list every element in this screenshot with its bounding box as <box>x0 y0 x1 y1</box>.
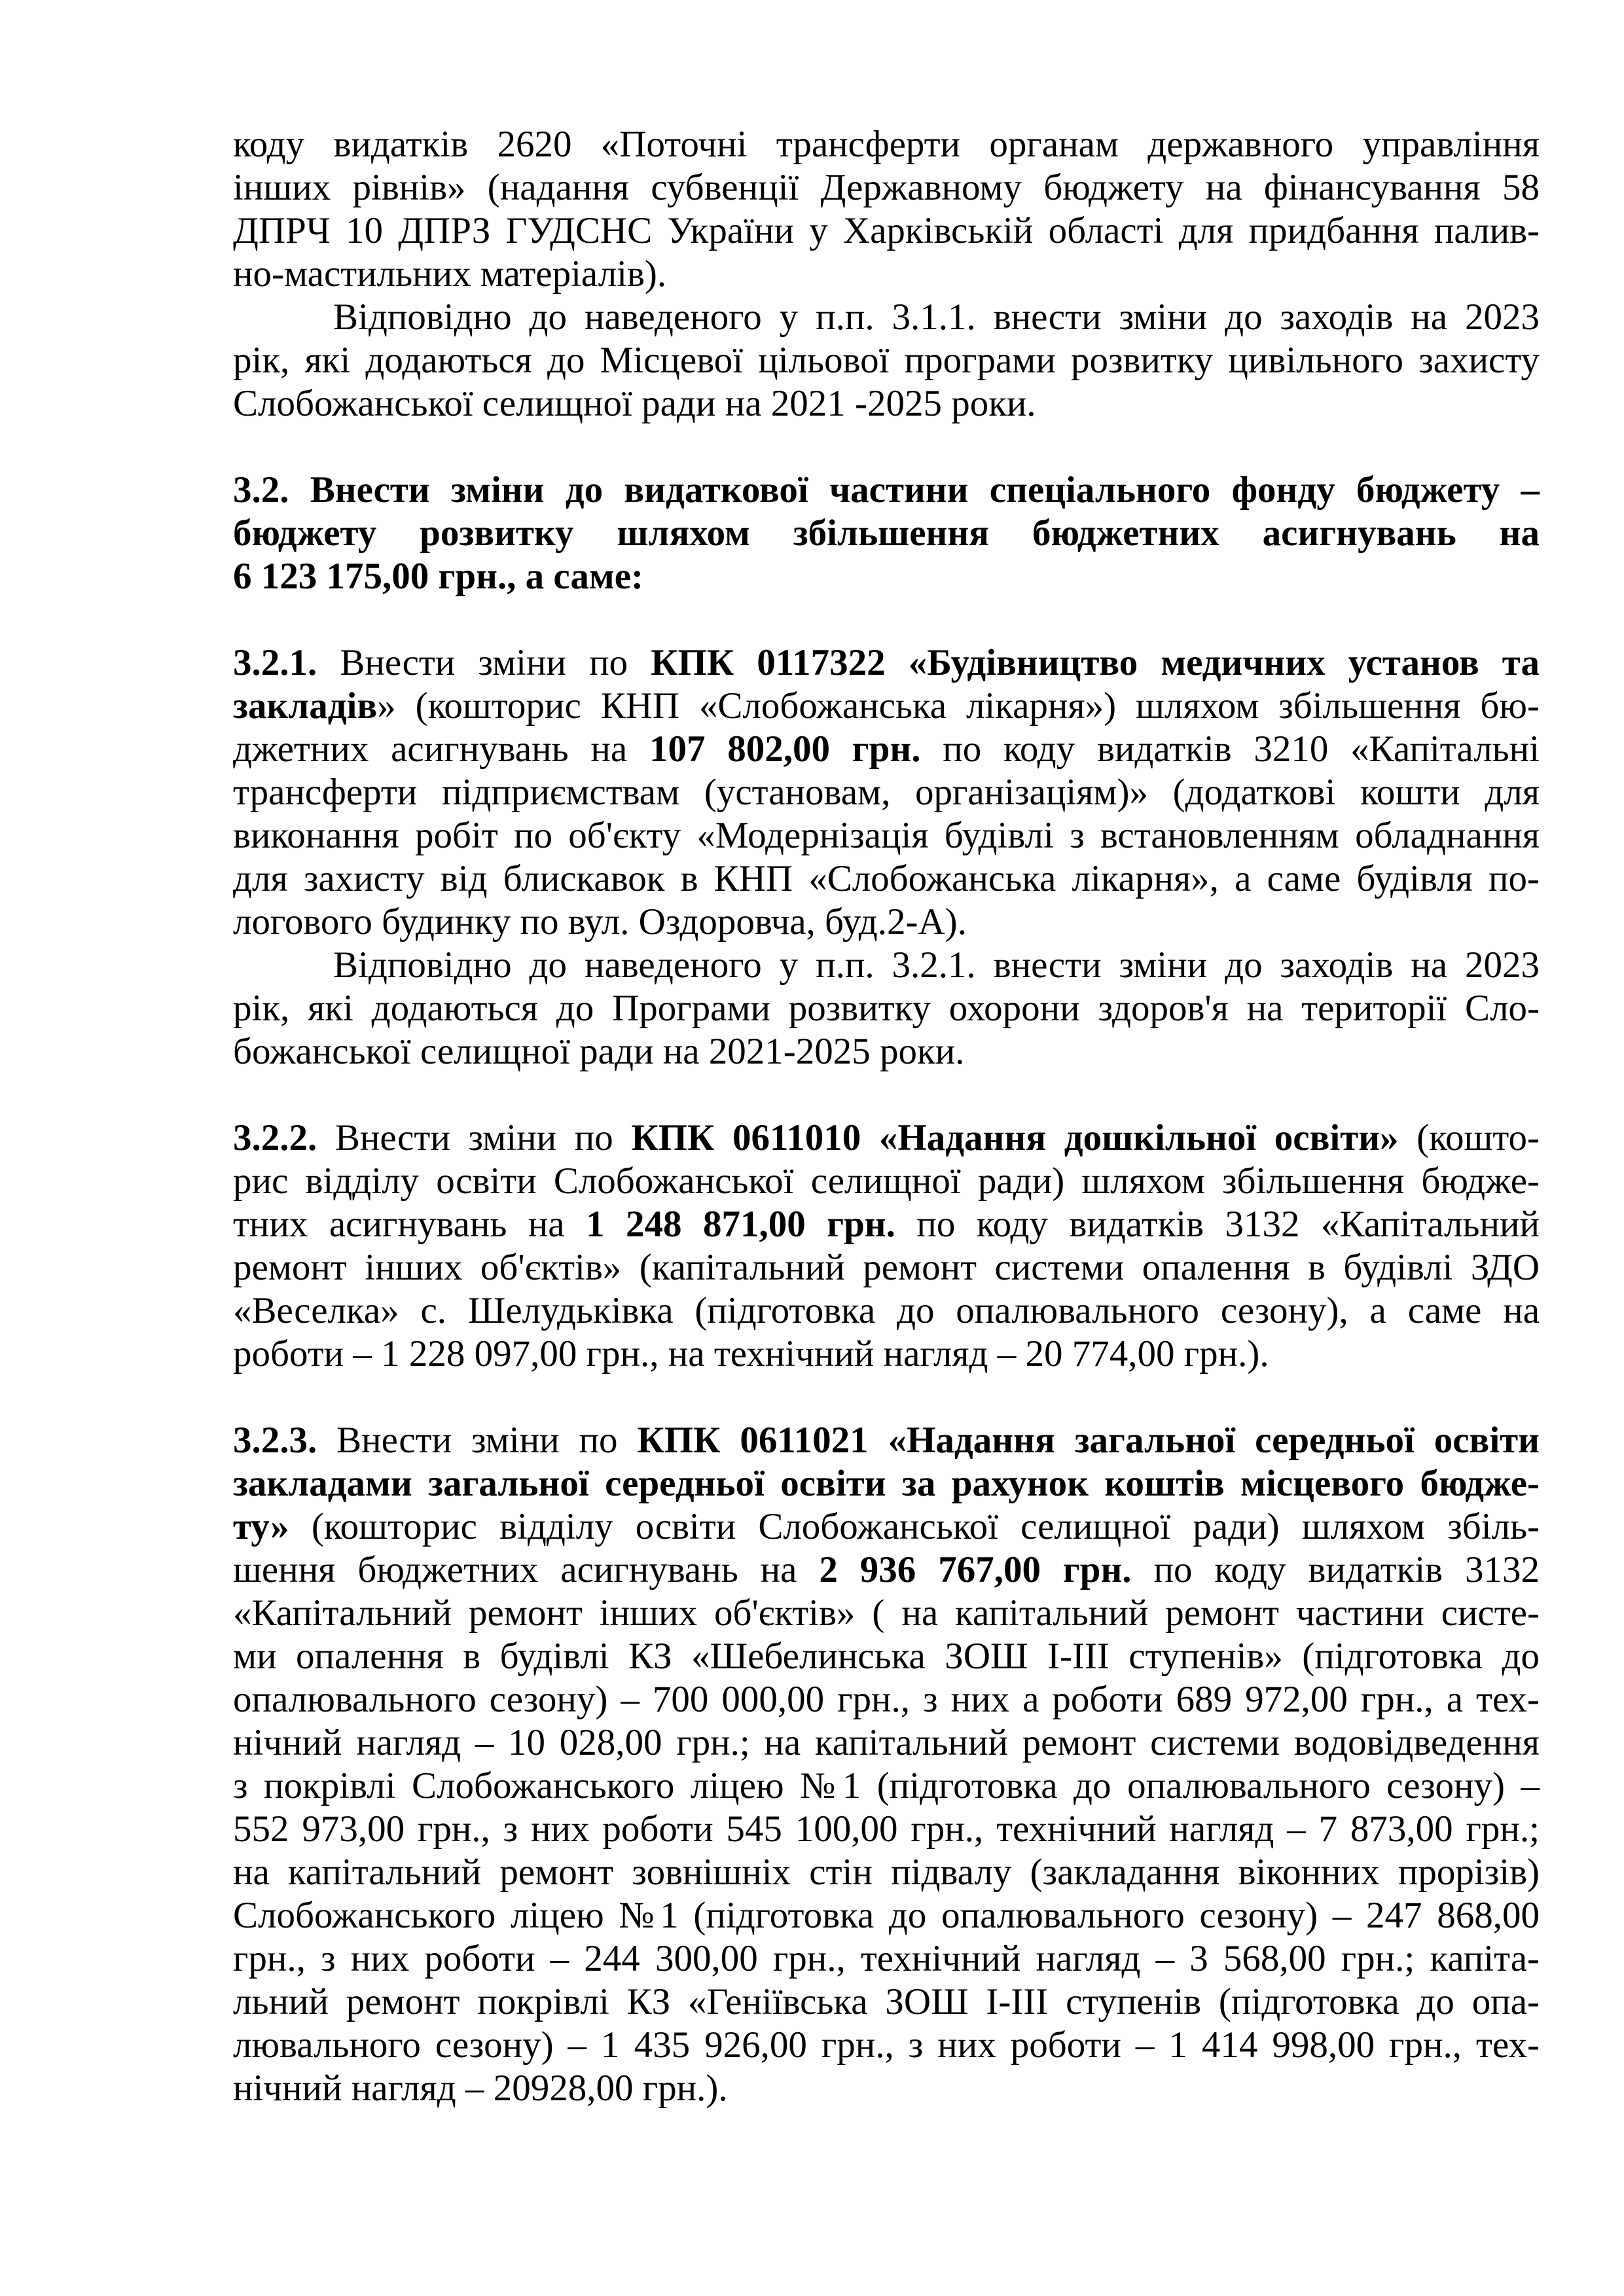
text-run: рік, які додаються до Місцевої цільової програми розвитку цивільного захисту <box>233 340 1540 381</box>
text-run: ДПРЧ 10 ДПРЗ ГУДСНС України у Харківській області для придбання палив- <box>233 210 1540 251</box>
paragraph <box>233 641 1540 944</box>
text-run: но-мастильних матеріалів). <box>233 253 667 295</box>
bold-text-run: КПК 0611021 «Надання загальної середньої освіти <box>637 1420 1540 1461</box>
text-line <box>233 253 1540 296</box>
text-run: лювального сезону) – 1 435 926,00 грн., з них роботи – 1 414 998,00 грн., тех- <box>233 2024 1540 2066</box>
text-line <box>233 1765 1540 1808</box>
bold-text-run: бюджету розвитку шляхом збільшення бюджетних асигнувань на <box>233 512 1540 554</box>
text-run: джетних асигнувань на <box>233 728 649 770</box>
paragraph <box>233 1117 1540 1376</box>
text-line <box>233 1203 1540 1246</box>
text-line <box>233 1160 1540 1203</box>
text-run: (кошторис відділу освіти Слобожанської селищної ради) шляхом збіль- <box>289 1506 1540 1547</box>
text-run: для захисту від блискавок в КНП «Слобожанська лікарня», а саме будівля по- <box>233 858 1540 899</box>
text-run: Відповідно до наведеного у п.п. 3.1.1. внести зміни до заходів на 2023 <box>333 296 1540 338</box>
bold-text-run: 3.2.1. <box>233 642 317 683</box>
text-line <box>233 1462 1540 1505</box>
text-line <box>233 296 1540 339</box>
text-line <box>233 2067 1540 2110</box>
text-line <box>233 1635 1540 1678</box>
text-run: льний ремонт покрівлі КЗ «Геніївська ЗОШ І-ІІІ ступенів (підготовка до опа- <box>233 1981 1540 2022</box>
bold-text-run: 1 248 871,00 грн. <box>586 1204 895 1245</box>
text-line <box>233 1851 1540 1894</box>
bold-text-run: ту» <box>233 1506 289 1547</box>
text-run: нічний нагляд – 10 028,00 грн.; на капітальний ремонт системи водовідведення <box>233 1722 1540 1763</box>
text-run: Слобожанського ліцею №1 (підготовка до опалювального сезону) – 247 868,00 <box>233 1895 1540 1936</box>
text-line <box>233 209 1540 253</box>
text-line <box>233 1549 1540 1592</box>
text-run: з покрівлі Слобожанського ліцею №1 (підготовка до опалювального сезону) – <box>233 1765 1540 1806</box>
bold-text-run: закладами загальної середньої освіти за рахунок коштів місцевого бюдже- <box>233 1463 1540 1504</box>
text-line <box>233 1592 1540 1635</box>
text-run: ми опалення в будівлі КЗ «Шебелинська ЗОШ І-ІІІ ступенів» (підготовка до <box>233 1636 1540 1677</box>
bold-text-run: 107 802,00 грн. <box>649 728 921 770</box>
text-line <box>233 1289 1540 1333</box>
paragraph <box>233 296 1540 425</box>
text-run: Внести зміни по <box>317 1420 638 1461</box>
text-line <box>233 1937 1540 1981</box>
text-run: нічний нагляд – 20928,00 грн.). <box>233 2068 728 2109</box>
text-run: роботи – 1 228 097,00 грн., на технічний нагляд – 20 774,00 грн.). <box>233 1333 1269 1374</box>
text-line <box>233 469 1540 512</box>
text-run: Слобожанської селищної ради на 2021 -2025 роки. <box>233 383 1036 424</box>
text-run: грн., з них роботи – 244 300,00 грн., технічний нагляд – 3 568,00 грн.; капіта- <box>233 1938 1540 1979</box>
text-run: виконання робіт по об'єкту «Модернізація будівлі з встановленням обладнання <box>233 815 1540 856</box>
text-run: по коду видатків 3132 <box>1131 1549 1540 1590</box>
text-run: ремонт інших об'єктів» (капітальний ремонт системи опалення в будівлі ЗДО <box>233 1247 1540 1288</box>
paragraph <box>233 469 1540 598</box>
text-line <box>233 1246 1540 1289</box>
text-line <box>233 166 1540 209</box>
text-run: шення бюджетних асигнувань на <box>233 1549 820 1590</box>
text-line <box>233 1981 1540 2024</box>
text-run: коду видатків 2620 «Поточні трансферти органам державного управління <box>233 124 1540 165</box>
text-run: 552 973,00 грн., з них роботи 545 100,00 грн., технічний нагляд – 7 873,00 грн.; <box>233 1808 1540 1850</box>
text-line <box>233 339 1540 382</box>
paragraph <box>233 1419 1540 2110</box>
text-line <box>233 1894 1540 1937</box>
text-run: логового будинку по вул. Оздоровча, буд.2-А). <box>233 901 967 942</box>
document-page <box>233 123 1540 2110</box>
text-run: по коду видатків 3132 «Капітальний <box>895 1204 1540 1245</box>
text-line <box>233 641 1540 685</box>
text-line <box>233 1721 1540 1765</box>
paragraph <box>233 944 1540 1073</box>
text-run: опалювального сезону) – 700 000,00 грн., з них а роботи 689 972,00 грн., а тех- <box>233 1679 1540 1720</box>
text-run: Внести зміни по <box>317 642 651 683</box>
text-line <box>233 1030 1540 1073</box>
text-line <box>233 944 1540 987</box>
text-line <box>233 685 1540 728</box>
text-run: рік, які додаються до Програми розвитку охорони здоров'я на території Сло- <box>233 988 1540 1029</box>
text-line <box>233 814 1540 857</box>
text-line <box>233 512 1540 555</box>
bold-text-run: закладів <box>233 685 378 726</box>
text-run: рис відділу освіти Слобожанської селищної ради) шляхом збільшення бюдже- <box>233 1160 1540 1202</box>
text-run: на капітальний ремонт зовнішніх стін підвалу (закладання віконних прорізів) <box>233 1852 1540 1893</box>
text-line <box>233 123 1540 166</box>
bold-text-run: КПК 0611010 «Надання дошкільної освіти» <box>631 1117 1399 1158</box>
text-line <box>233 382 1540 425</box>
bold-text-run: 6 123 175,00 грн., а саме: <box>233 556 644 597</box>
text-run: (кошто- <box>1398 1117 1540 1158</box>
text-line <box>233 1505 1540 1549</box>
text-line <box>233 555 1540 598</box>
bold-text-run: 3.2.2. <box>233 1117 317 1158</box>
text-line <box>233 1333 1540 1376</box>
text-run: Внести зміни по <box>317 1117 632 1158</box>
text-line <box>233 1808 1540 1851</box>
text-run: по коду видатків 3210 «Капітальні <box>920 728 1540 770</box>
text-run: трансферти підприємствам (установам, організаціям)» (додаткові кошти для <box>233 772 1540 813</box>
bold-text-run: 2 936 767,00 грн. <box>819 1549 1132 1590</box>
text-line <box>233 857 1540 901</box>
text-line <box>233 771 1540 814</box>
bold-text-run: 3.2. Внести зміни до видаткової частини спеціального фонду бюджету – <box>233 469 1540 511</box>
bold-text-run: КПК 0117322 «Будівництво медичних установ та <box>651 642 1540 683</box>
bold-text-run: 3.2.3. <box>233 1420 317 1461</box>
text-run: «Веселка» с. Шелудьківка (підготовка до опалювального сезону), а саме на <box>233 1290 1540 1331</box>
text-run: тних асигнувань на <box>233 1204 586 1245</box>
text-line <box>233 1678 1540 1721</box>
text-run: «Капітальний ремонт інших об'єктів» ( на капітальний ремонт частини систе- <box>233 1592 1540 1634</box>
text-line <box>233 901 1540 944</box>
text-line <box>233 987 1540 1030</box>
text-line <box>233 1419 1540 1462</box>
text-run: » (кошторис КНП «Слобожанська лікарня») шляхом збільшення бю- <box>377 685 1540 726</box>
text-line <box>233 728 1540 771</box>
text-run: інших рівнів» (надання субвенції Державному бюджету на фінансування 58 <box>233 167 1540 208</box>
text-run: Відповідно до наведеного у п.п. 3.2.1. внести зміни до заходів на 2023 <box>333 944 1540 986</box>
text-line <box>233 1117 1540 1160</box>
text-run: божанської селищної ради на 2021-2025 роки. <box>233 1031 965 1072</box>
paragraph <box>233 123 1540 296</box>
text-line <box>233 2024 1540 2067</box>
